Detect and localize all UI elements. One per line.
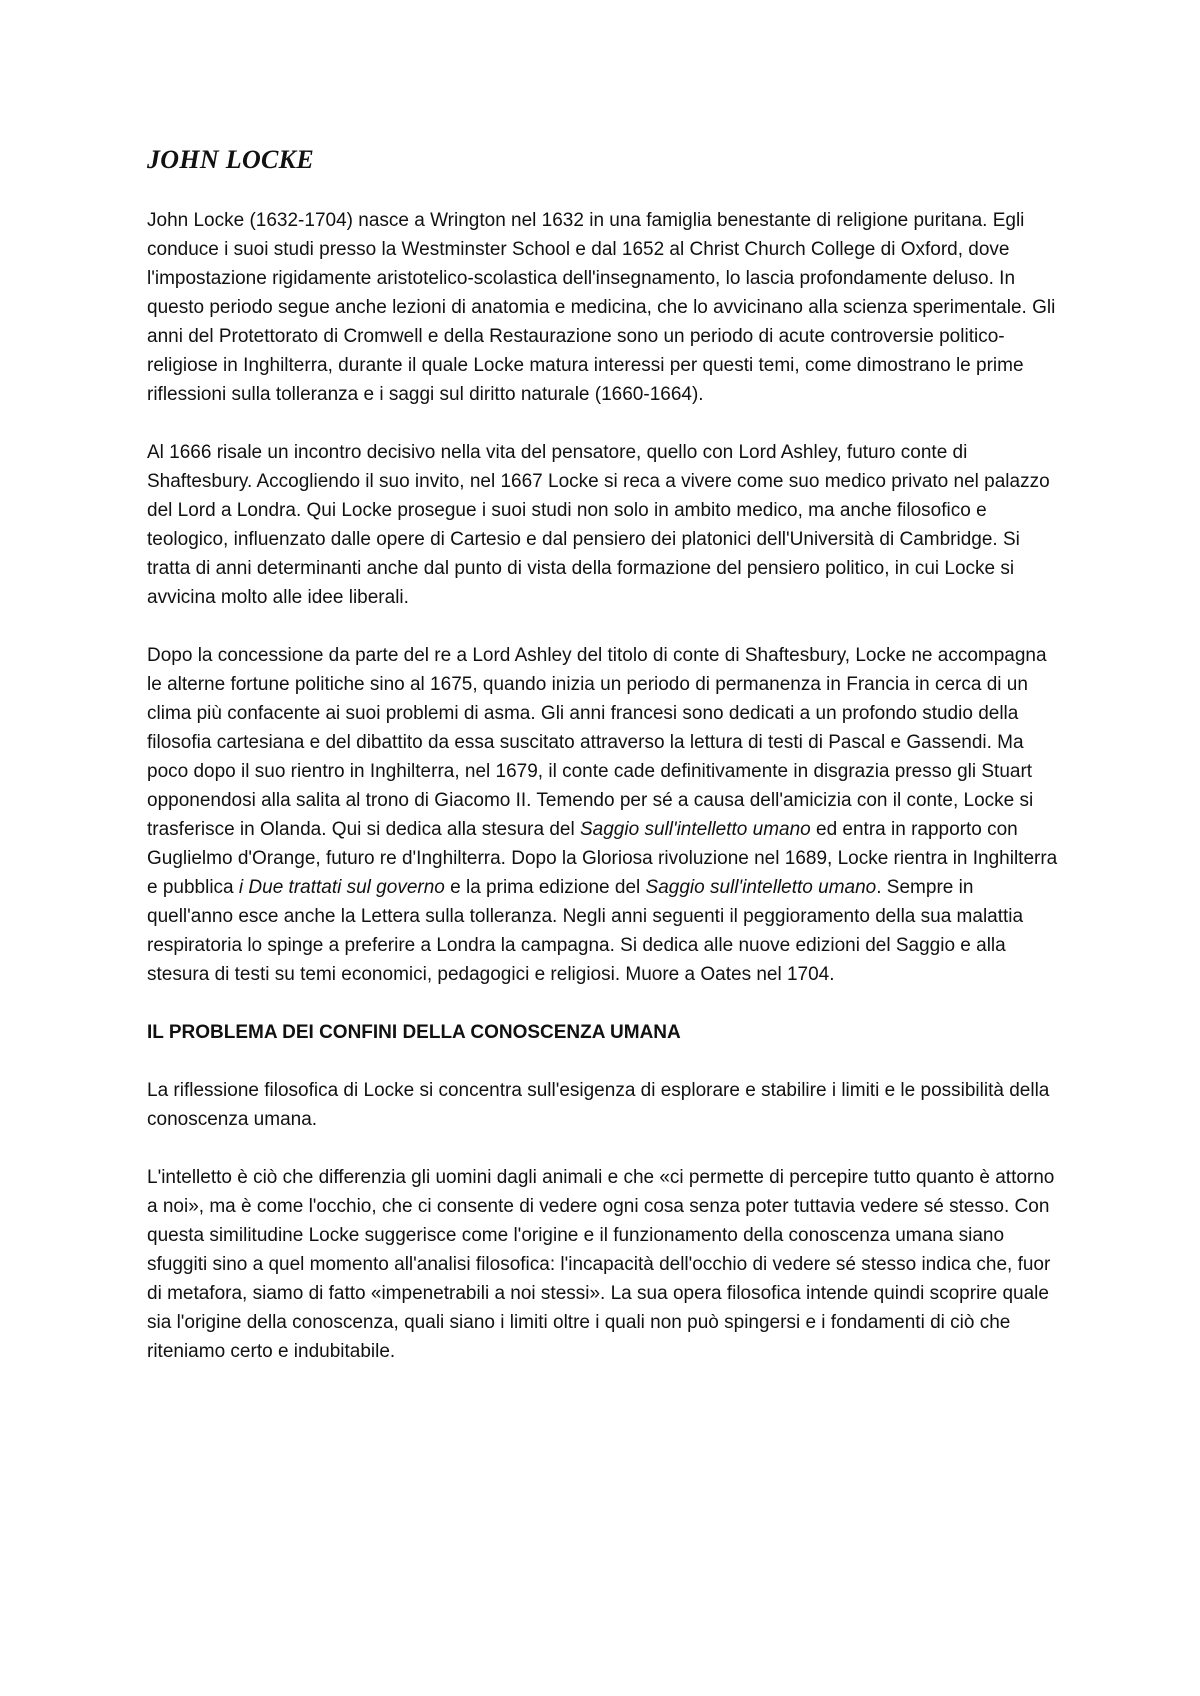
document-page [147,145,1062,1395]
paragraph-text-segment: e la prima edizione del [444,877,646,898]
paragraph-lord-ashley: Al 1666 risale un incontro decisivo nella vita del pensatore, quello con Lord Ashley, futuro conte di Shaftesbury. Accogliendo il suo invito, nel 1667 Locke si reca a vivere come suo medico privato nel palazzo del Lord a Londra. Qui Locke prosegue i suoi studi non solo in ambito medico, ma anche filosofico e teologico, influenzato dalle opere di Cartesio e dal pensiero dei platonici dell'Università di Cambridge. Si tratta di anni determinanti anche dal punto di vista della formazione del pensiero politico, in cui Locke si avvicina molto alle idee liberali. [147,442,1050,608]
document-title: JOHN LOCKE [147,145,314,174]
section-heading: IL PROBLEMA DEI CONFINI DELLA CONOSCENZA UMANA [147,1022,681,1043]
paragraph-intellect-eye: L'intelletto è ciò che differenzia gli uomini dagli animali e che «ci permette di percepire tutto quanto è attorno a noi», ma è come l'occhio, che ci consente di vedere ogni cosa senza poter tuttavia vedere sé stesso. Con questa similitudine Locke suggerisce come l'origine e il funzionamento della conoscenza umana siano sfuggiti sino a quel momento all'analisi filosofica: l'incapacità dell'occhio di vedere sé stesso indica che, fuor di metafora, siamo di fatto «impenetrabili a noi stessi». La sua opera filosofica intende quindi scoprire quale sia l'origine della conoscenza, quali siano i limiti oltre i quali non può spingersi e i fondamenti di ciò che riteniamo certo e indubitabile. [147,1167,1055,1362]
paragraph-biography-intro: John Locke (1632-1704) nasce a Wrington nel 1632 in una famiglia benestante di religione puritana. Egli conduce i suoi studi presso la Westminster School e dal 1652 al Christ Church College di Oxford, dove l'impostazione rigidamente aristotelico-scolastica dell'insegnamento, lo lascia profondamente deluso. In questo periodo segue anche lezioni di anatomia e medicina, che lo avvicinano alla scienza sperimentale. Gli anni del Protettorato di Cromwell e della Restaurazione sono un periodo di acute controversie politico-religiose in Inghilterra, durante il quale Locke matura interessi per questi temi, come dimostrano le prime riflessioni sulla tolleranza e i saggi sul diritto naturale (1660-1664). [147,210,1056,405]
work-title-saggio: Saggio sull'intelletto umano [645,877,877,898]
paragraph-exile-and-works [147,641,1062,989]
work-title-due-trattati: i Due trattati sul governo [238,877,445,898]
work-title-saggio: Saggio sull'intelletto umano [580,819,811,840]
paragraph-text-segment: ed entra in rapporto con Guglielmo d'Orange, futuro re d'Inghilterra. Dopo la Gloriosa rivoluzione nel 1689, Locke rientra in Inghilterra e pubblica [147,819,1058,898]
paragraph-text-segment: . Sempre in quell'anno esce anche la Lettera sulla tolleranza. Negli anni seguenti il peggioramento della sua malattia respiratoria lo spinge a preferire a Londra la campagna. Si dedica alle nuove edizioni del Saggio e alla stesura di testi su temi economici, pedagogici e religiosi. Muore a Oates nel 1704. [147,877,1024,985]
paragraph-text-segment: Dopo la concessione da parte del re a Lord Ashley del titolo di conte di Shaftesbury, Locke ne accompagna le alterne fortune politiche sino al 1675, quando inizia un periodo di permanenza in Francia in cerca di un clima più confacente ai suoi problemi di asma. Gli anni francesi sono dedicati a un profondo studio della filosofia cartesiana e del dibattito da essa suscitato attraverso la lettura di testi di Pascal e Gassendi. Ma poco dopo il suo rientro in Inghilterra, nel 1679, il conte cade definitivamente in disgrazia presso gli Stuart opponendosi alla salita al trono di Giacomo II. Temendo per sé a causa dell'amicizia con il conte, Locke si trasferisce in Olanda. Qui si dedica alla stesura del [147,645,1047,840]
paragraph-knowledge-limits: La riflessione filosofica di Locke si concentra sull'esigenza di esplorare e stabilire i limiti e le possibilità della conoscenza umana. [147,1080,1050,1130]
